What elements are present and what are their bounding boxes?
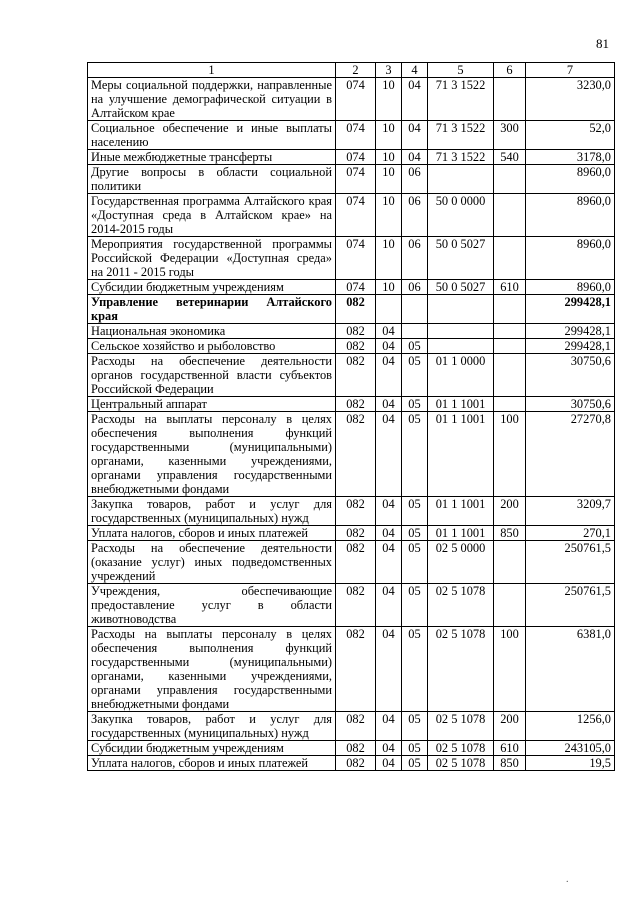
row-name: Уплата налогов, сборов и иных платежей	[88, 526, 336, 541]
row-name: Другие вопросы в области социальной политики	[88, 165, 336, 194]
row-ministry-code: 082	[336, 412, 376, 497]
row-ministry-code: 082	[336, 756, 376, 771]
row-ministry-code: 082	[336, 584, 376, 627]
row-amount: 8960,0	[526, 237, 615, 280]
row-target-article: 02 5 0000	[428, 541, 494, 584]
row-ministry-code: 082	[336, 526, 376, 541]
table-row	[88, 497, 615, 526]
row-target-article: 71 3 1522	[428, 78, 494, 121]
row-section-code: 10	[376, 280, 402, 295]
row-subsection-code: 05	[402, 497, 428, 526]
row-amount: 8960,0	[526, 165, 615, 194]
row-expense-type: 100	[494, 412, 526, 497]
table-row	[88, 741, 615, 756]
row-ministry-code: 082	[336, 497, 376, 526]
row-expense-type	[494, 237, 526, 280]
header-col-5: 5	[428, 63, 494, 78]
row-target-article: 71 3 1522	[428, 121, 494, 150]
row-expense-type	[494, 194, 526, 237]
row-ministry-code: 082	[336, 541, 376, 584]
row-section-code: 04	[376, 627, 402, 712]
row-subsection-code: 04	[402, 121, 428, 150]
budget-table	[87, 62, 615, 771]
row-section-code: 10	[376, 150, 402, 165]
row-amount: 299428,1	[526, 339, 615, 354]
row-expense-type: 610	[494, 280, 526, 295]
row-name: Закупка товаров, работ и услуг для государственных (муниципальных) нужд	[88, 497, 336, 526]
row-ministry-code: 074	[336, 78, 376, 121]
row-target-article	[428, 324, 494, 339]
row-expense-type: 200	[494, 712, 526, 741]
row-amount: 6381,0	[526, 627, 615, 712]
row-target-article: 01 1 1001	[428, 412, 494, 497]
row-amount: 8960,0	[526, 194, 615, 237]
table-row	[88, 295, 615, 324]
row-subsection-code: 06	[402, 194, 428, 237]
table-row	[88, 121, 615, 150]
row-target-article: 01 1 1001	[428, 397, 494, 412]
row-section-code	[376, 295, 402, 324]
row-target-article: 02 5 1078	[428, 756, 494, 771]
row-target-article: 02 5 1078	[428, 627, 494, 712]
table-row	[88, 712, 615, 741]
row-target-article: 02 5 1078	[428, 584, 494, 627]
row-name: Мероприятия государственной программы Российской Федерации «Доступная среда» на 2011 - 2015 годы	[88, 237, 336, 280]
header-col-6: 6	[494, 63, 526, 78]
row-expense-type: 850	[494, 756, 526, 771]
row-section-code: 10	[376, 194, 402, 237]
row-ministry-code: 082	[336, 627, 376, 712]
row-subsection-code: 05	[402, 354, 428, 397]
row-amount: 1256,0	[526, 712, 615, 741]
row-section-code: 04	[376, 756, 402, 771]
row-section-code: 04	[376, 397, 402, 412]
row-name: Социальное обеспечение и иные выплаты населению	[88, 121, 336, 150]
row-target-article: 01 1 0000	[428, 354, 494, 397]
row-section-code: 04	[376, 741, 402, 756]
row-amount: 299428,1	[526, 295, 615, 324]
row-target-article	[428, 339, 494, 354]
row-ministry-code: 082	[336, 339, 376, 354]
row-subsection-code: 05	[402, 756, 428, 771]
row-subsection-code: 05	[402, 741, 428, 756]
row-name: Расходы на обеспечение деятельности органов государственной власти субъектов Российской Федерации	[88, 354, 336, 397]
row-name: Закупка товаров, работ и услуг для государственных (муниципальных) нужд	[88, 712, 336, 741]
row-amount: 3178,0	[526, 150, 615, 165]
row-expense-type	[494, 324, 526, 339]
row-name: Расходы на выплаты персоналу в целях обеспечения выполнения функций государственными (муниципальными) органами, казенными учреждениями, органами управления государственными внебюджетными фондами	[88, 412, 336, 497]
row-name: Иные межбюджетные трансферты	[88, 150, 336, 165]
row-ministry-code: 074	[336, 237, 376, 280]
row-ministry-code: 082	[336, 354, 376, 397]
table-row	[88, 194, 615, 237]
row-subsection-code: 06	[402, 237, 428, 280]
row-section-code: 04	[376, 324, 402, 339]
header-col-1: 1	[88, 63, 336, 78]
row-section-code: 04	[376, 497, 402, 526]
row-section-code: 04	[376, 354, 402, 397]
row-target-article	[428, 165, 494, 194]
row-subsection-code: 04	[402, 78, 428, 121]
row-name: Сельское хозяйство и рыболовство	[88, 339, 336, 354]
row-amount: 243105,0	[526, 741, 615, 756]
row-section-code: 10	[376, 237, 402, 280]
row-ministry-code: 082	[336, 324, 376, 339]
row-target-article: 02 5 1078	[428, 741, 494, 756]
row-name: Расходы на обеспечение деятельности (оказание услуг) иных подведомственных учреждений	[88, 541, 336, 584]
row-amount: 30750,6	[526, 354, 615, 397]
page-number: 81	[596, 36, 609, 51]
row-amount: 250761,5	[526, 584, 615, 627]
row-target-article: 01 1 1001	[428, 526, 494, 541]
row-amount: 250761,5	[526, 541, 615, 584]
row-section-code: 10	[376, 78, 402, 121]
table-header-row	[88, 63, 615, 78]
row-name: Расходы на выплаты персоналу в целях обеспечения выполнения функций государственными (муниципальными) органами, казенными учреждениями, органами управления государственными внебюджетными фондами	[88, 627, 336, 712]
table-row	[88, 541, 615, 584]
row-expense-type	[494, 295, 526, 324]
row-expense-type: 540	[494, 150, 526, 165]
row-target-article: 50 0 5027	[428, 237, 494, 280]
row-ministry-code: 082	[336, 397, 376, 412]
row-expense-type	[494, 165, 526, 194]
row-subsection-code: 04	[402, 150, 428, 165]
row-ministry-code: 082	[336, 712, 376, 741]
row-ministry-code: 074	[336, 150, 376, 165]
row-expense-type: 610	[494, 741, 526, 756]
row-name: Уплата налогов, сборов и иных платежей	[88, 756, 336, 771]
row-expense-type	[494, 397, 526, 412]
row-section-code: 10	[376, 165, 402, 194]
row-ministry-code: 074	[336, 121, 376, 150]
row-ministry-code: 082	[336, 741, 376, 756]
row-subsection-code: 06	[402, 165, 428, 194]
table-row	[88, 280, 615, 295]
row-ministry-code: 082	[336, 295, 376, 324]
row-expense-type	[494, 354, 526, 397]
row-section-code: 04	[376, 526, 402, 541]
row-subsection-code: 05	[402, 584, 428, 627]
row-amount: 19,5	[526, 756, 615, 771]
table-row	[88, 526, 615, 541]
row-amount: 52,0	[526, 121, 615, 150]
table-row	[88, 627, 615, 712]
row-ministry-code: 074	[336, 165, 376, 194]
row-target-article: 02 5 1078	[428, 712, 494, 741]
row-section-code: 10	[376, 121, 402, 150]
row-expense-type	[494, 78, 526, 121]
table-row	[88, 165, 615, 194]
header-col-3: 3	[376, 63, 402, 78]
row-target-article: 01 1 1001	[428, 497, 494, 526]
row-amount: 3209,7	[526, 497, 615, 526]
row-section-code: 04	[376, 541, 402, 584]
row-subsection-code: 05	[402, 712, 428, 741]
table-row	[88, 237, 615, 280]
row-amount: 8960,0	[526, 280, 615, 295]
row-section-code: 04	[376, 712, 402, 741]
table-row	[88, 150, 615, 165]
row-expense-type	[494, 541, 526, 584]
row-name: Государственная программа Алтайского края «Доступная среда в Алтайском крае» на 2014-2015 годы	[88, 194, 336, 237]
table-row	[88, 756, 615, 771]
header-col-7: 7	[526, 63, 615, 78]
row-subsection-code: 05	[402, 412, 428, 497]
row-subsection-code: 05	[402, 627, 428, 712]
table-row	[88, 324, 615, 339]
row-name: Субсидии бюджетным учреждениям	[88, 741, 336, 756]
row-expense-type	[494, 339, 526, 354]
table-row	[88, 339, 615, 354]
row-subsection-code: 05	[402, 541, 428, 584]
row-expense-type: 300	[494, 121, 526, 150]
row-amount: 27270,8	[526, 412, 615, 497]
row-target-article: 50 0 0000	[428, 194, 494, 237]
row-subsection-code	[402, 324, 428, 339]
row-expense-type	[494, 584, 526, 627]
row-target-article: 71 3 1522	[428, 150, 494, 165]
row-section-code: 04	[376, 412, 402, 497]
row-amount: 30750,6	[526, 397, 615, 412]
row-name: Субсидии бюджетным учреждениям	[88, 280, 336, 295]
row-amount: 3230,0	[526, 78, 615, 121]
row-section-code: 04	[376, 339, 402, 354]
header-col-4: 4	[402, 63, 428, 78]
header-col-2: 2	[336, 63, 376, 78]
row-section-code: 04	[376, 584, 402, 627]
table-row	[88, 584, 615, 627]
scan-mark: .	[566, 874, 569, 885]
row-expense-type: 850	[494, 526, 526, 541]
table-row	[88, 397, 615, 412]
row-amount: 270,1	[526, 526, 615, 541]
row-name: Управление ветеринарии Алтайского края	[88, 295, 336, 324]
row-expense-type: 200	[494, 497, 526, 526]
row-expense-type: 100	[494, 627, 526, 712]
row-subsection-code: 06	[402, 280, 428, 295]
row-name: Учреждения, обеспечивающие предоставление услуг в области животноводства	[88, 584, 336, 627]
table-row	[88, 78, 615, 121]
row-name: Национальная экономика	[88, 324, 336, 339]
row-subsection-code: 05	[402, 526, 428, 541]
row-subsection-code	[402, 295, 428, 324]
row-subsection-code: 05	[402, 339, 428, 354]
row-subsection-code: 05	[402, 397, 428, 412]
table-row	[88, 354, 615, 397]
row-name: Меры социальной поддержки, направленные на улучшение демографической ситуации в Алтайском крае	[88, 78, 336, 121]
row-ministry-code: 074	[336, 280, 376, 295]
row-name: Центральный аппарат	[88, 397, 336, 412]
row-amount: 299428,1	[526, 324, 615, 339]
row-target-article	[428, 295, 494, 324]
row-ministry-code: 074	[336, 194, 376, 237]
row-target-article: 50 0 5027	[428, 280, 494, 295]
table-row	[88, 412, 615, 497]
